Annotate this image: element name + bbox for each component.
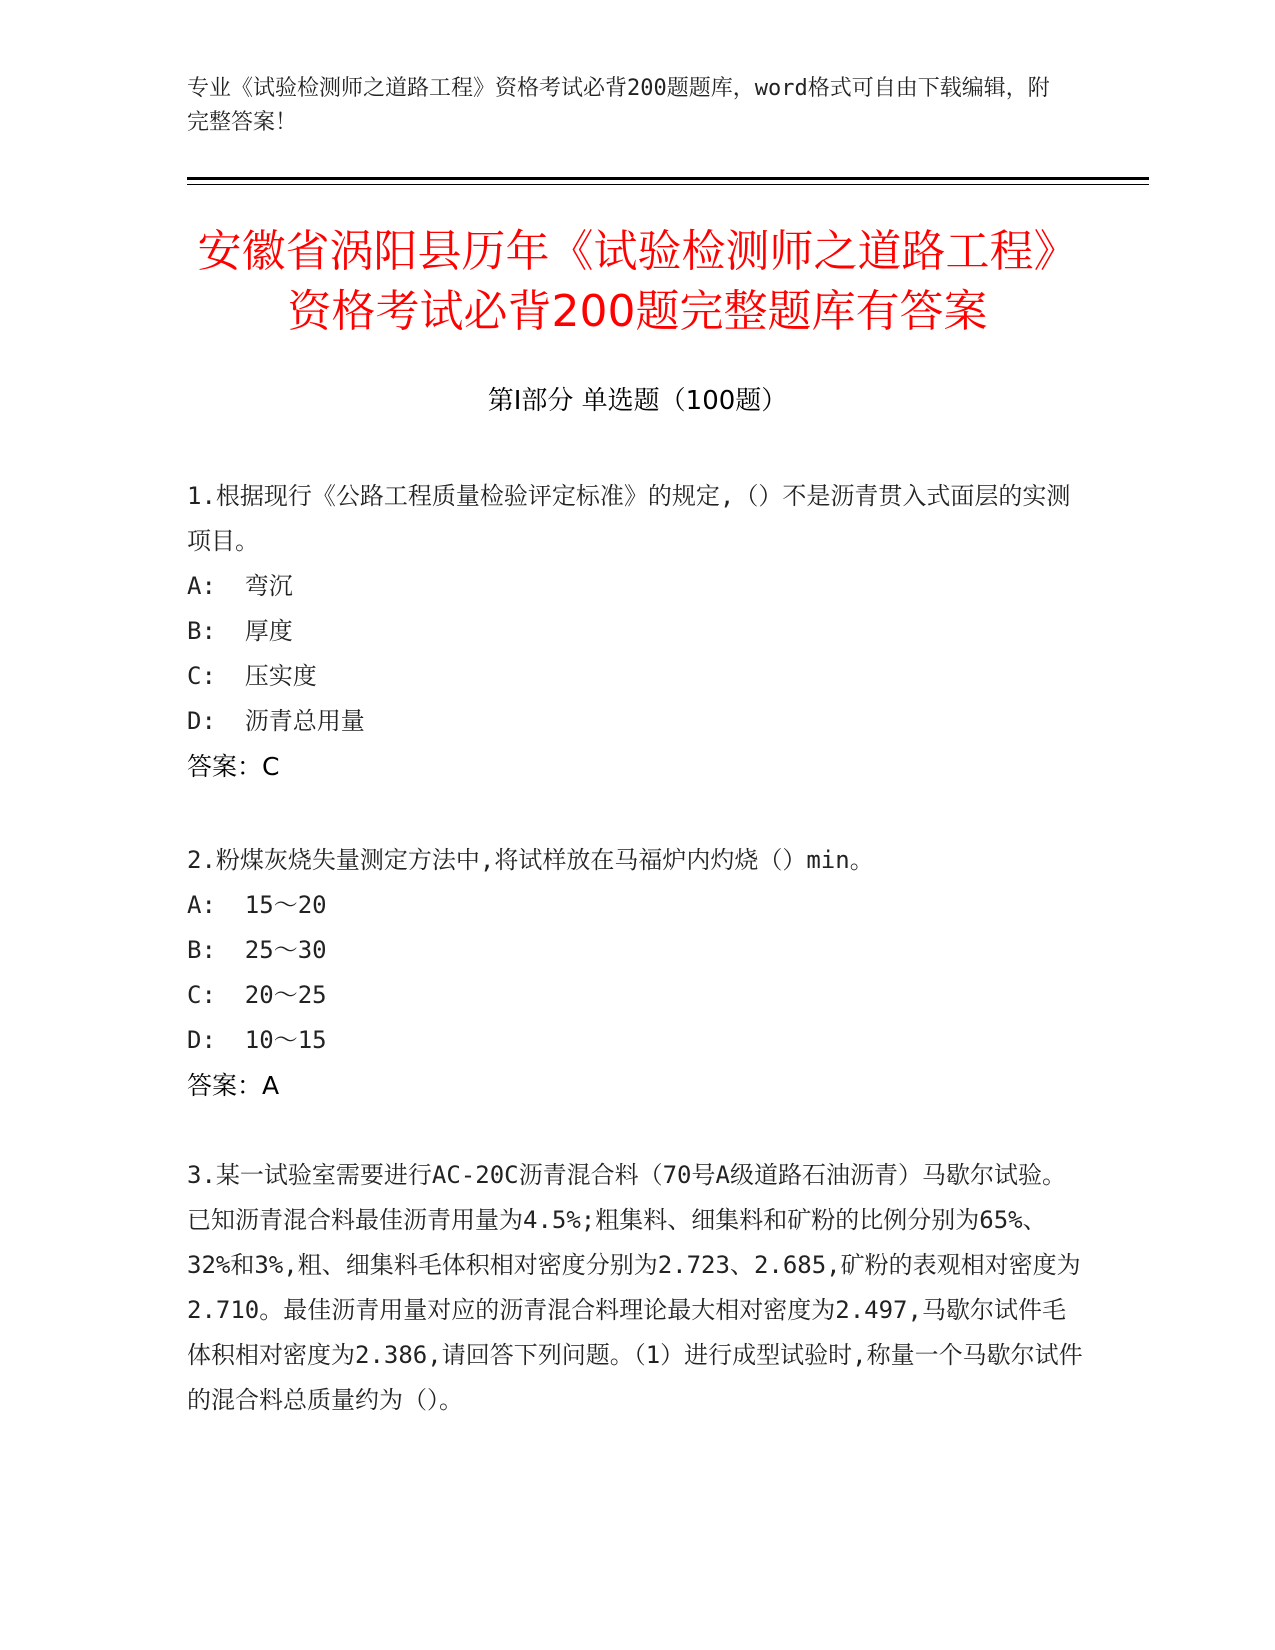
- question-text: 3.某一试验室需要进行AC-20C沥青混合料（70号A级道路石油沥青）马歇尔试验。已知沥青混合料最佳沥青用量为4.5%;粗集料、细集料和矿粉的比例分别为65%、32%和3%,粗、细集料毛体积相对密度分别为2.723、2.685,矿粉的表观相对密度为2.710。最佳沥青用量对应的沥青混合料理论最大相对密度为2.497,马歇尔试件毛体积相对密度为2.386,请回答下列问题。（1）进行成型试验时,称量一个马歇尔试件的混合料总质量约为（）。: [187, 1161, 1083, 1414]
- question-text: 1.根据现行《公路工程质量检验评定标准》的规定,（）不是沥青贯入式面层的实测项目。: [187, 482, 1071, 555]
- question-2: [187, 838, 1087, 1108]
- option-c: C: 压实度: [187, 662, 317, 690]
- section-title: 第I部分 单选题（100题）: [487, 386, 788, 416]
- document-title: 安徽省涡阳县历年《试验检测师之道路工程》资格考试必背200题完整题库有答案: [197, 226, 1078, 337]
- header-divider-thin: [187, 184, 1149, 185]
- option-d: D: 10～15: [187, 1026, 327, 1054]
- option-a: A: 弯沉: [187, 572, 293, 600]
- question-1: [187, 474, 1087, 789]
- option-a: A: 15～20: [187, 891, 327, 919]
- question-3: [187, 1153, 1087, 1423]
- option-c: C: 20～25: [187, 981, 327, 1009]
- answer: 答案：C: [187, 752, 280, 781]
- question-text: 2.粉煤灰烧失量测定方法中,将试样放在马福炉内灼烧（）min。: [187, 846, 874, 874]
- option-d: D: 沥青总用量: [187, 707, 365, 735]
- option-b: B: 25～30: [187, 936, 327, 964]
- answer: 答案：A: [187, 1071, 280, 1100]
- option-b: B: 厚度: [187, 617, 293, 645]
- header-note: 专业《试验检测师之道路工程》资格考试必背200题题库，word格式可自由下载编辑，附完整答案！: [187, 76, 1050, 135]
- header-divider-thick: [187, 177, 1149, 180]
